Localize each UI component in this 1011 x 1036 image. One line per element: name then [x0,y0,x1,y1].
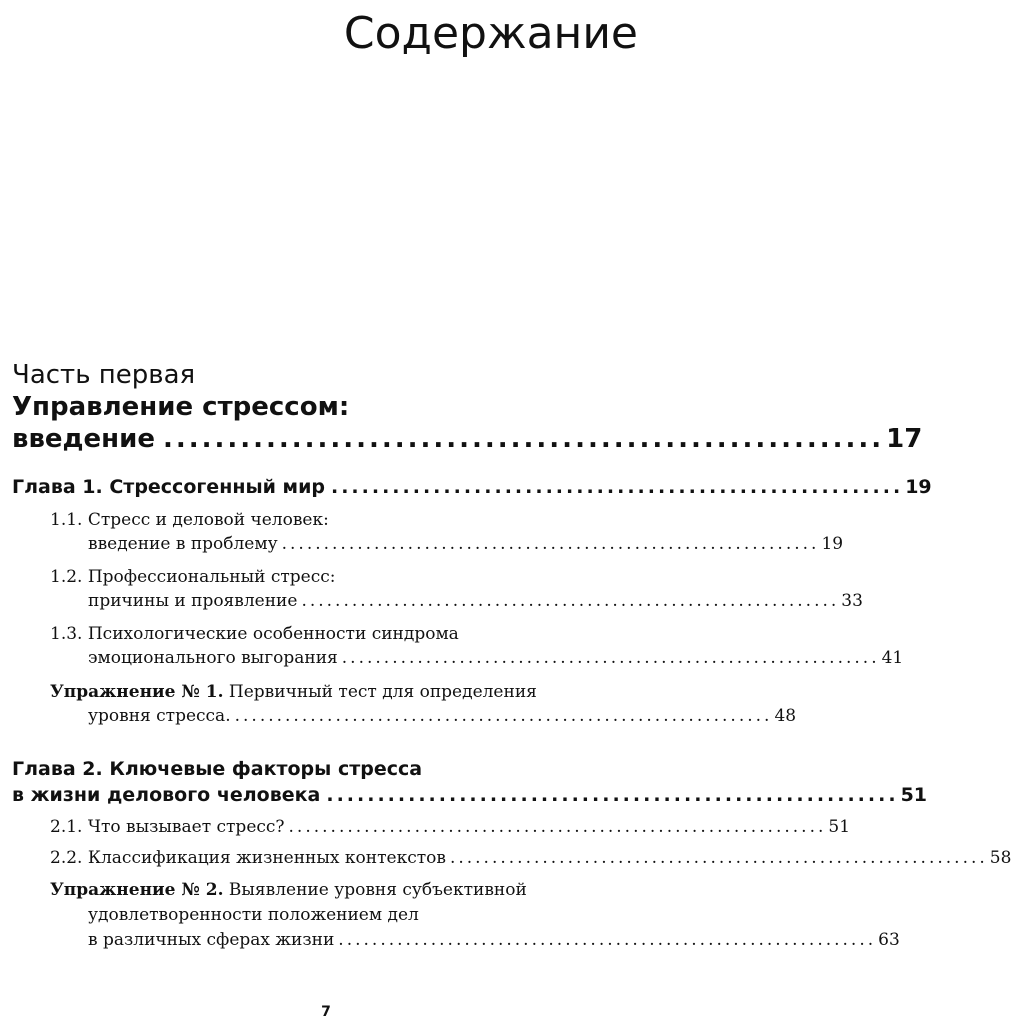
dot-leader: ................................................................ [288,817,827,837]
toc-entry-1-1-line1[interactable]: 1.1. Стресс и деловой человек: [50,510,329,530]
toc-entry-2-2[interactable] [50,848,1011,868]
dot-leader: ................................................................ [234,706,773,726]
toc-entry-2-2-title: 2.2. Классификация жизненных контекстов [50,848,446,868]
toc-entry-1-2[interactable] [88,591,863,611]
chapter-1-title: Глава 1. Стрессогенный мир [12,476,325,498]
dot-leader: ........................................................ [331,476,904,498]
toc-entry-chapter-2[interactable] [12,784,928,806]
part-title-line1: Управление стрессом: [12,392,350,422]
exercise-2-title-part3: в различных сферах жизни [88,930,335,950]
toc-entry-1-1[interactable] [88,534,844,554]
toc-entry-2-1[interactable] [50,817,851,837]
toc-entry-1-2-page: 33 [841,591,863,611]
exercise-1-title-part1: Первичный тест для определения [223,682,537,702]
dot-leader: ................................................................ [449,848,988,868]
toc-entry-chapter-1[interactable] [12,476,932,498]
toc-entry-1-3-line2: эмоционального выгорания [88,648,338,668]
dot-leader: ........................................................ [326,784,899,806]
toc-entry-1-2-line1[interactable]: 1.2. Профессиональный стресс: [50,567,336,587]
toc-entry-1-2-line2: причины и проявление [88,591,298,611]
chapter-1-page: 19 [905,476,932,498]
part-title-line2: введение [12,424,155,454]
toc-entry-1-1-page: 19 [821,534,844,554]
exercise-1-label: Упражнение № 1. [50,682,224,702]
toc-entry-exercise-1[interactable] [88,706,797,726]
page-heading: Содержание [343,8,638,59]
toc-entry-1-1-line2: введение в проблему [88,534,278,554]
dot-leader: ................................................................ [301,591,840,611]
toc-entry-part-one[interactable] [12,424,923,454]
toc-entry-2-1-page: 51 [828,817,851,837]
exercise-2-title-part1: Выявление уровня субъективной [223,880,527,900]
toc-entry-1-3-line1[interactable]: 1.3. Психологические особенности синдрома [50,624,459,644]
toc-entry-1-3[interactable] [88,648,904,668]
toc-entry-exercise-2-line1[interactable] [50,880,527,900]
chapter-2-title-line2: в жизни делового человека [12,784,321,806]
toc-entry-2-2-page: 58 [989,848,1011,868]
exercise-1-page: 48 [774,706,797,726]
exercise-1-title-part2: уровня стресса. [88,706,231,726]
toc-entry-exercise-1-line1[interactable] [50,682,537,702]
exercise-2-title-part2[interactable]: удовлетворенности положением дел [88,905,419,925]
part-page: 17 [886,424,923,454]
dot-leader: ................................................................ [341,648,880,668]
part-label: Часть первая [12,360,196,390]
chapter-2-title-line1[interactable]: Глава 2. Ключевые факторы стресса [12,758,423,780]
toc-entry-1-3-page: 41 [881,648,904,668]
exercise-2-page: 63 [878,930,900,950]
dot-leader: ........................................................ [163,424,885,454]
toc-entry-2-1-title: 2.1. Что вызывает стресс? [50,817,285,837]
page-number: 7 [321,1004,331,1020]
dot-leader: ................................................................ [281,534,820,554]
exercise-2-label: Упражнение № 2. [50,880,224,900]
chapter-2-page: 51 [900,784,928,806]
toc-entry-exercise-2[interactable] [88,930,900,950]
dot-leader: ................................................................ [338,930,877,950]
